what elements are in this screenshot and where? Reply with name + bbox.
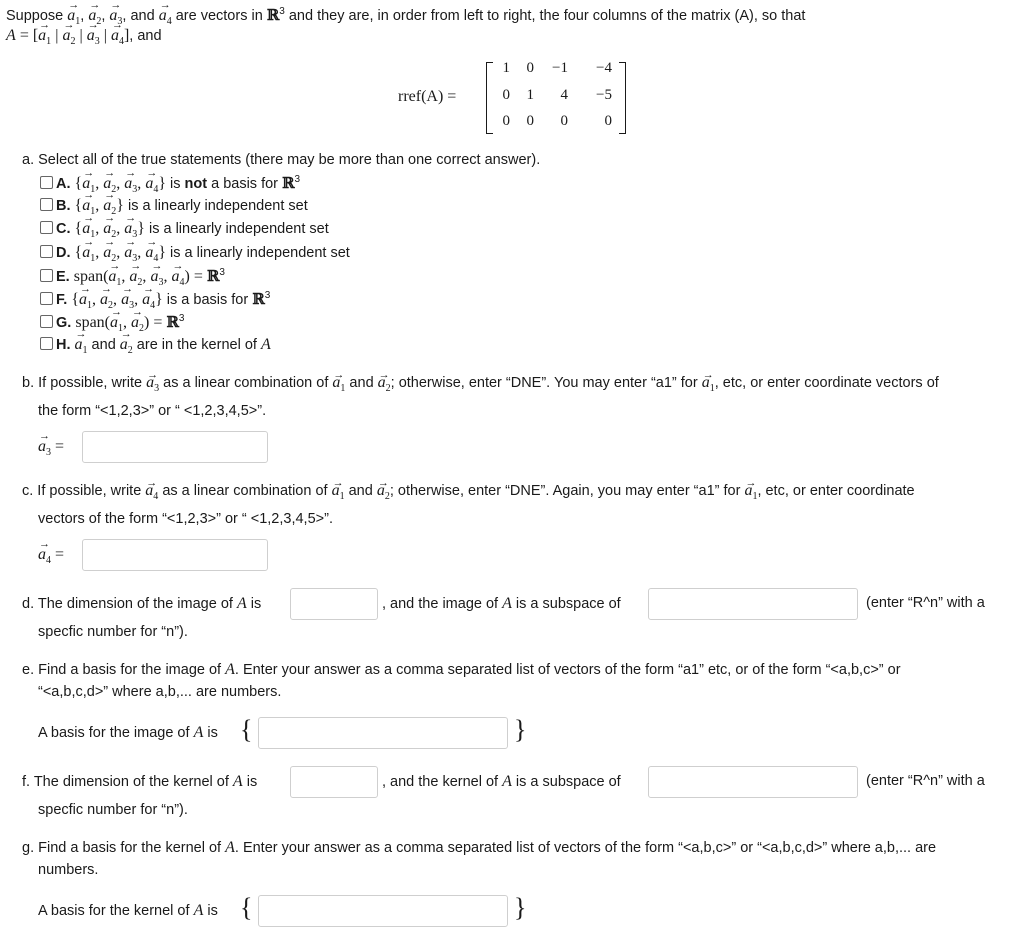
intro-line-1: Suppose → $a_1$, → $a_2$, → $a_3$, and → $a_4$ are vectors in ℝ$^3$ and they are, in order from left to right, the four columns of the matrix (A), so that bbox=[6, 6, 805, 27]
image-dimension-input[interactable] bbox=[290, 588, 378, 620]
matrix-cell: 0 bbox=[560, 113, 568, 129]
a4-input[interactable] bbox=[82, 539, 268, 571]
a4-label: → $a_4$ = bbox=[38, 546, 64, 566]
checkbox-b[interactable] bbox=[40, 198, 53, 211]
image-subspace-input[interactable] bbox=[648, 588, 858, 620]
matrix-cell: −5 bbox=[596, 87, 612, 103]
vec-a4: → $a_4$ bbox=[159, 7, 172, 27]
kernel-subspace-input[interactable] bbox=[648, 766, 858, 798]
part-a-prompt: a. Select all of the true statements (there may be more than one correct answer). bbox=[22, 152, 541, 168]
real-space: ℝ bbox=[266, 6, 280, 24]
checkbox-c[interactable] bbox=[40, 221, 53, 234]
matrix-def: A bbox=[6, 27, 16, 44]
part-f-prompt: f. The dimension of the kernel of A is bbox=[22, 773, 258, 790]
vec-a3: → $a_3$ bbox=[109, 7, 122, 27]
option-h[interactable]: H. → $a_1$ and → $a_2$ are in the kernel of A bbox=[40, 336, 271, 356]
vec-a2: → $a_2$ bbox=[88, 7, 101, 27]
matrix-cell: 0 bbox=[604, 113, 612, 129]
kernel-dimension-input[interactable] bbox=[290, 766, 378, 798]
part-f-hint: (enter “R^n” with a bbox=[866, 773, 985, 789]
matrix-cell: 4 bbox=[560, 87, 568, 103]
option-f[interactable]: F. {→ $a_1$, → $a_2$, → $a_3$, → $a_4$} is a basis for ℝ$^3$ bbox=[40, 290, 270, 311]
matrix-cell: 1 bbox=[502, 60, 510, 76]
matrix-cell: 0 bbox=[502, 113, 510, 129]
checkbox-h[interactable] bbox=[40, 337, 53, 350]
vec-a1: → $a_1$ bbox=[67, 7, 80, 27]
part-e-prompt: e. Find a basis for the image of A. Enter your answer as a comma separated list of vectors of the form “a1” etc, or of the form “<a,b,c>” or “<a,b,c,d>” where a,b,... are numbers. bbox=[22, 661, 901, 700]
kernel-basis-label: A basis for the kernel of A is bbox=[38, 902, 218, 919]
part-d-hint: (enter “R^n” with a bbox=[866, 595, 985, 611]
checkbox-g[interactable] bbox=[40, 315, 53, 328]
part-f-mid: , and the kernel of A is a subspace of bbox=[382, 773, 621, 790]
image-basis-input[interactable] bbox=[258, 717, 508, 749]
intro-line-2: A = [→ $a_1$ | → $a_2$ | → $a_3$ | → $a_4$], and bbox=[6, 27, 162, 47]
matrix-cell: 0 bbox=[502, 87, 510, 103]
open-brace: { bbox=[240, 715, 253, 744]
rref-label: rref(A) = bbox=[398, 88, 457, 105]
rref-matrix bbox=[486, 58, 626, 136]
part-b-prompt: b. If possible, write → $a_3$ as a linear combination of → $a_1$ and → $a_2$; otherwise, enter “DNE”. You may enter “a1” for → $a_1$, etc, or enter coordinate vectors of the form “<1,2,3>” or “ <1,2,3,4,5>”. bbox=[22, 372, 1022, 422]
checkbox-f[interactable] bbox=[40, 292, 53, 305]
close-brace: } bbox=[514, 715, 527, 744]
part-c-prompt: c. If possible, write → $a_4$ as a linear combination of → $a_1$ and → $a_2$; otherwise, enter “DNE”. Again, you may enter “a1” for → $a_1$, etc, or enter coordinate vectors of the form “<1,2,3>” or “ <1,2,3,4,5>”. bbox=[22, 480, 1022, 530]
part-d-hint-2: specfic number for “n”). bbox=[38, 624, 188, 640]
option-g[interactable]: G. span(→ $a_1$, → $a_2$) = ℝ$^3$ bbox=[40, 313, 184, 334]
part-d-prompt: d. The dimension of the image of A is bbox=[22, 595, 262, 612]
part-f-hint-2: specfic number for “n”). bbox=[38, 802, 188, 818]
matrix-cell: −1 bbox=[552, 60, 568, 76]
part-g-prompt: g. Find a basis for the kernel of A. Enter your answer as a comma separated list of vectors of the form “<a,b,c>” or “<a,b,c,d>” where a,b,... are numbers. bbox=[22, 839, 937, 878]
option-c[interactable]: C. {→ $a_1$, → $a_2$, → $a_3$} is a linearly independent set bbox=[40, 220, 329, 240]
checkbox-e[interactable] bbox=[40, 269, 53, 282]
option-e[interactable]: E. span(→ $a_1$, → $a_2$, → $a_3$, → $a_4$) = ℝ$^3$ bbox=[40, 267, 225, 288]
option-a[interactable]: A. {→ $a_1$, → $a_2$, → $a_3$, → $a_4$} is not a basis for ℝ$^3$ bbox=[40, 174, 300, 195]
a3-input[interactable] bbox=[82, 431, 268, 463]
open-brace: { bbox=[240, 893, 253, 922]
matrix-cell: 1 bbox=[526, 87, 534, 103]
close-brace: } bbox=[514, 893, 527, 922]
image-basis-label: A basis for the image of A is bbox=[38, 724, 218, 741]
part-d-mid: , and the image of A is a subspace of bbox=[382, 595, 621, 612]
checkbox-d[interactable] bbox=[40, 245, 53, 258]
checkbox-a[interactable] bbox=[40, 176, 53, 189]
a3-label: → $a_3$ = bbox=[38, 438, 64, 458]
kernel-basis-input[interactable] bbox=[258, 895, 508, 927]
matrix-cell: −4 bbox=[596, 60, 612, 76]
option-b[interactable]: B. {→ $a_1$, → $a_2$} is a linearly independent set bbox=[40, 197, 308, 217]
option-d[interactable]: D. {→ $a_1$, → $a_2$, → $a_3$, → $a_4$} is a linearly independent set bbox=[40, 244, 350, 264]
matrix-cell: 0 bbox=[526, 60, 534, 76]
matrix-cell: 0 bbox=[526, 113, 534, 129]
